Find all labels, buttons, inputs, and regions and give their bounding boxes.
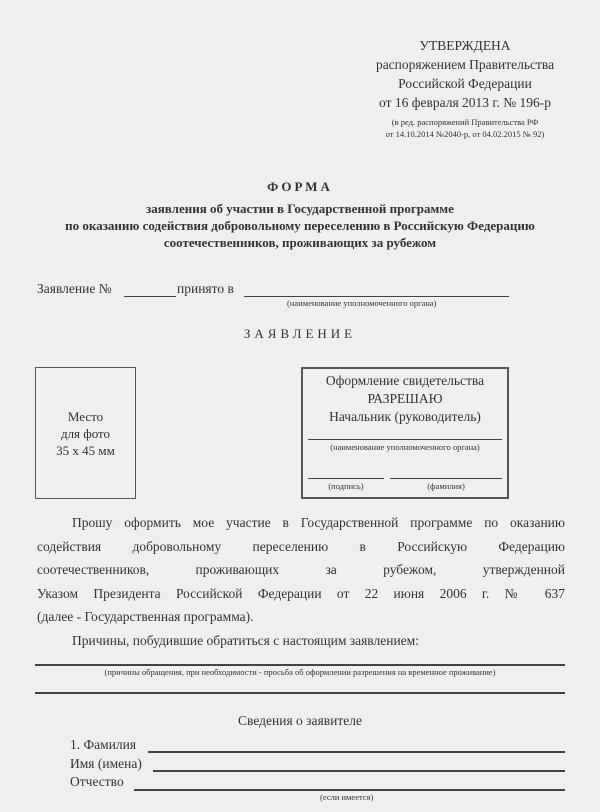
stamp-org-field[interactable] [308, 439, 502, 440]
paragraph-line: Указом Президента Российской Федерации от 22 июня 2006 г. № 637 [37, 585, 565, 601]
name-field[interactable] [153, 770, 565, 772]
revision-note: от 14.10.2014 №2040-р, от 04.02.2015 № 92) [385, 129, 545, 139]
paragraph-line: Прошу оформить мое участие в Государственной программе по оказанию [72, 515, 565, 530]
form-title-line: заявления об участии в Государственной программе [146, 201, 454, 216]
form-title-line: соотечественников, проживающих за рубежом [163, 235, 437, 250]
surname-label: 1. Фамилия [70, 737, 137, 752]
reasons-field[interactable] [35, 664, 565, 666]
accepted-by-field[interactable] [244, 296, 509, 297]
photo-label: для фото [60, 426, 111, 441]
form-header [0, 178, 600, 251]
approval-line: распоряжением Правительства [375, 57, 555, 72]
reasons-label: Причины, побудившие обратиться с настоящим заявлением: [72, 632, 419, 648]
photo-box [35, 367, 136, 499]
applicant-section-title: Сведения о заявителе [238, 713, 362, 728]
paragraph-line: соотечественников, проживающих за рубежом, утвержденной [37, 562, 565, 578]
patronymic-field[interactable] [134, 789, 565, 791]
application-text [37, 511, 565, 653]
reasons-field-2[interactable] [35, 692, 565, 694]
photo-label: Место [67, 409, 104, 424]
approval-block [330, 36, 600, 140]
approval-line: от 16 февраля 2013 г. № 196-р [379, 95, 551, 110]
approval-stamp-box [301, 367, 509, 499]
application-number-field[interactable] [124, 296, 176, 297]
stamp-name-hint: (фамилия) [427, 481, 465, 491]
document-title: ЗАЯВЛЕНИЕ [243, 326, 357, 341]
surname-field[interactable] [148, 751, 565, 753]
reasons-hint: (причины обращения, при необходимости - просьба об оформлении разрешения на временное проживание) [104, 667, 496, 677]
paragraph-line: (далее - Государственная программа). [37, 609, 254, 625]
form-label: ФОРМА [267, 179, 333, 194]
application-number-label: Заявление № [37, 281, 112, 296]
name-label: Имя (имена) [70, 756, 142, 771]
stamp-name-field[interactable] [390, 478, 502, 479]
stamp-approve: РАЗРЕШАЮ [367, 391, 443, 406]
approval-line: Российской Федерации [398, 76, 532, 91]
accepted-by-label: принято в [177, 281, 234, 296]
patronymic-hint: (если имеется) [320, 792, 374, 802]
form-title-line: по оказанию содействия добровольному переселению в Российскую Федерацию [65, 218, 535, 233]
paragraph-line: содействия добровольному переселению в Российскую Федерацию [37, 538, 565, 554]
stamp-signature-field[interactable] [308, 478, 384, 479]
stamp-line: Оформление свидетельства [325, 373, 485, 388]
revision-note: (в ред. распоряжений Правительства РФ [391, 117, 539, 127]
approval-title: УТВЕРЖДЕНА [419, 38, 511, 53]
stamp-signature-hint: (подпись) [328, 481, 364, 491]
accepted-by-hint: (наименование уполномоченного органа) [287, 298, 437, 308]
stamp-line: Начальник (руководитель) [329, 409, 481, 424]
photo-label: 35 х 45 мм [56, 443, 115, 458]
patronymic-label: Отчество [70, 774, 124, 789]
stamp-org-hint: (наименование уполномоченного органа) [330, 442, 480, 452]
